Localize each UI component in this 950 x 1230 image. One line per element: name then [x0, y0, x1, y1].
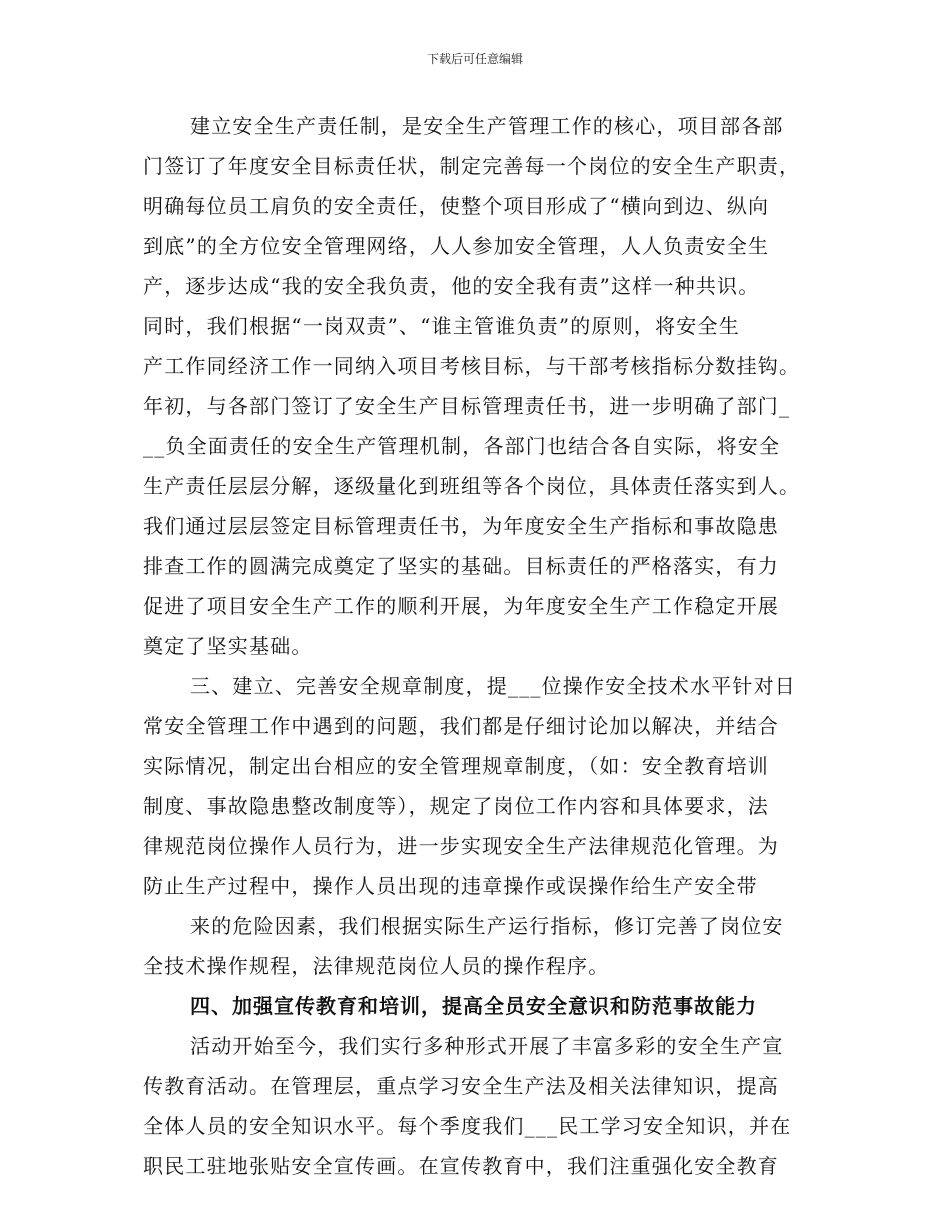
section-heading-4: 四、加强宣传教育和培训，提高全员安全意识和防范事故能力	[190, 994, 757, 1018]
text-line: 传教育活动。在管理层，重点学习安全生产法及相关法律知识，提高	[143, 1074, 779, 1098]
text-line: 防止生产过程中，操作人员出现的违章操作或误操作给生产安全带	[143, 874, 758, 898]
text-line: 奠定了坚实基础。	[143, 634, 313, 658]
text-line: 职民工驻地张贴安全宣传画。在宣传教育中，我们注重强化安全教育	[143, 1154, 779, 1178]
page-header: 下载后可任意编辑	[426, 52, 523, 66]
text-line: 活动开始至今，我们实行多种形式开展了丰富多彩的安全生产宣	[190, 1034, 784, 1058]
text-line: 全体人员的安全知识水平。每个季度我们___民工学习安全知识，并在	[143, 1114, 792, 1138]
text-line: 同时，我们根据“一岗双责”、“谁主管谁负责”的原则，将安全生	[143, 314, 740, 338]
text-line: 排查工作的圆满完成奠定了坚实的基础。目标责任的严格落实，有力	[143, 554, 779, 578]
text-line: 促进了项目安全生产工作的顺利开展，为年度安全生产工作稳定开展	[143, 594, 779, 618]
text-line: __负全面责任的安全生产管理机制，各部门也结合各自实际，将安全	[143, 434, 781, 458]
text-line: 明确每位员工肩负的安全责任，使整个项目形成了“横向到边、纵向	[143, 194, 770, 218]
text-line: 年初，与各部门签订了安全生产目标管理责任书，进一步明确了部门_	[143, 394, 791, 418]
text-line: 常安全管理工作中遇到的问题，我们都是仔细讨论加以解决，并结合	[143, 714, 779, 738]
text-line: 到底”的全方位安全管理网络，人人参加安全管理，人人负责安全生	[143, 234, 770, 258]
text-line: 律规范岗位操作人员行为，进一步实现安全生产法律规范化管理。为	[143, 834, 779, 858]
text-line: 产，逐步达成“我的安全我负责，他的安全我有责”这样一种共识。	[143, 274, 760, 298]
text-line: 生产责任层层分解，逐级量化到班组等各个岗位，具体责任落实到人。	[143, 474, 801, 498]
text-line: 来的危险因素，我们根据实际生产运行指标，修订完善了岗位安	[190, 914, 784, 938]
text-line: 制度、事故隐患整改制度等），规定了岗位工作内容和具体要求，法	[143, 794, 769, 818]
text-line: 实际情况，制定出台相应的安全管理规章制度，（如：安全教育培训	[143, 754, 769, 778]
section-heading-3: 三、建立、完善安全规章制度，提___位操作安全技术水平针对日	[190, 674, 796, 698]
text-line: 产工作同经济工作一同纳入项目考核目标，与干部考核指标分数挂钩。	[143, 354, 801, 378]
text-line: 我们通过层层签定目标管理责任书，为年度安全生产指标和事故隐患	[143, 514, 779, 538]
text-line: 建立安全生产责任制，是安全生产管理工作的核心，项目部各部	[190, 114, 784, 138]
text-line: 门签订了年度安全目标责任状，制定完善每一个岗位的安全生产职责，	[143, 154, 801, 178]
document-body	[143, 106, 823, 1186]
text-line: 全技术操作规程，法律规范岗位人员的操作程序。	[143, 954, 610, 978]
